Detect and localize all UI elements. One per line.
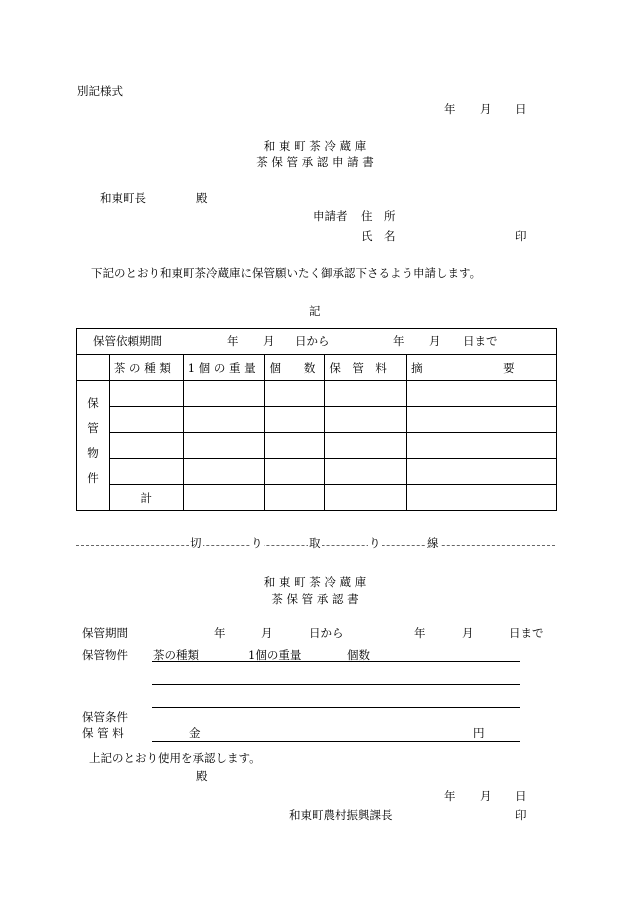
cut-char-3: 取 bbox=[309, 536, 321, 550]
header-tea-type: 茶 の 種 類 bbox=[109, 355, 183, 381]
cell[interactable] bbox=[109, 381, 183, 407]
cell[interactable] bbox=[109, 459, 183, 485]
name-label: 氏 名 bbox=[361, 229, 396, 243]
approval-weight: 1個の重量 bbox=[248, 648, 302, 662]
approval-from-day: 日から bbox=[309, 626, 344, 640]
cell[interactable] bbox=[407, 485, 557, 511]
cut-char-5: 線 bbox=[427, 536, 439, 550]
approval-honorific: 殿 bbox=[196, 769, 208, 783]
approval-title-line2: 茶 保 管 承 認 書 bbox=[271, 592, 359, 606]
cell[interactable] bbox=[183, 485, 265, 511]
cell[interactable] bbox=[183, 407, 265, 433]
approval-date-day: 日 bbox=[515, 789, 527, 803]
approval-tea-type: 茶の種類 bbox=[153, 648, 199, 662]
cell[interactable] bbox=[407, 459, 557, 485]
period-from-day: 日から bbox=[295, 334, 330, 348]
fee-underline bbox=[152, 741, 520, 742]
top-date-year: 年 bbox=[444, 102, 456, 116]
cell[interactable] bbox=[265, 485, 325, 511]
cell[interactable] bbox=[265, 433, 325, 459]
seal-mark: 印 bbox=[515, 229, 527, 243]
approval-conditions-label: 保管条件 bbox=[82, 710, 128, 724]
period-row bbox=[77, 329, 557, 355]
side-label-1: 保 bbox=[87, 395, 99, 410]
applicant-label: 申請者 bbox=[313, 209, 348, 223]
approval-from-month: 月 bbox=[261, 626, 273, 640]
side-label-3: 物 bbox=[87, 445, 99, 460]
blank-corner bbox=[77, 355, 110, 381]
approval-date-year: 年 bbox=[444, 789, 456, 803]
approval-seal: 印 bbox=[515, 808, 527, 822]
approval-fee-label: 保 管 料 bbox=[82, 726, 124, 740]
cell[interactable] bbox=[183, 381, 265, 407]
approval-money: 金 bbox=[189, 726, 201, 740]
approval-count: 個数 bbox=[347, 648, 370, 662]
cell[interactable] bbox=[407, 433, 557, 459]
approval-to-month: 月 bbox=[462, 626, 474, 640]
approval-yen: 円 bbox=[473, 726, 485, 740]
approval-issuer: 和東町農村振興課長 bbox=[289, 808, 393, 822]
title-line1: 和 東 町 茶 冷 蔵 庫 bbox=[263, 139, 367, 153]
top-date-month: 月 bbox=[480, 102, 492, 116]
items-underline-3 bbox=[152, 707, 520, 708]
ki-label: 記 bbox=[309, 304, 321, 318]
period-from-month: 月 bbox=[263, 334, 275, 348]
period-to-day: 日まで bbox=[463, 334, 498, 348]
approval-to-day: 日まで bbox=[509, 626, 544, 640]
cell[interactable] bbox=[183, 459, 265, 485]
cell[interactable] bbox=[325, 407, 407, 433]
header-count: 個 数 bbox=[265, 355, 325, 381]
cut-char-4: り bbox=[369, 536, 381, 550]
cell[interactable] bbox=[183, 433, 265, 459]
approval-title-line1: 和 東 町 茶 冷 蔵 庫 bbox=[263, 575, 367, 589]
header-remarks: 摘 要 bbox=[407, 355, 557, 381]
period-label: 保管依頼期間 bbox=[93, 334, 162, 348]
cell[interactable] bbox=[109, 407, 183, 433]
cut-char-1: 切 bbox=[190, 536, 202, 550]
approval-items-label: 保管物件 bbox=[82, 648, 128, 662]
period-to-month: 月 bbox=[429, 334, 441, 348]
side-label-2: 管 bbox=[87, 420, 99, 435]
cell[interactable] bbox=[407, 381, 557, 407]
cell[interactable] bbox=[109, 433, 183, 459]
top-date-day: 日 bbox=[515, 102, 527, 116]
approval-date-month: 月 bbox=[480, 789, 492, 803]
cell[interactable] bbox=[265, 407, 325, 433]
cut-char-2: り bbox=[251, 536, 263, 550]
approval-to-year: 年 bbox=[414, 626, 426, 640]
addressee: 和東町長 bbox=[100, 191, 146, 205]
items-underline-1 bbox=[152, 661, 520, 662]
approval-from-year: 年 bbox=[214, 626, 226, 640]
side-label-cell bbox=[77, 381, 110, 511]
total-label: 計 bbox=[109, 485, 183, 511]
cell[interactable] bbox=[407, 407, 557, 433]
period-from-year: 年 bbox=[227, 334, 239, 348]
address-label: 住 所 bbox=[361, 209, 396, 223]
cell[interactable] bbox=[325, 381, 407, 407]
header-weight: 1 個 の 重 量 bbox=[183, 355, 265, 381]
title-line2: 茶 保 管 承 認 申 請 書 bbox=[256, 155, 374, 169]
period-to-year: 年 bbox=[393, 334, 405, 348]
approval-period-label: 保管期間 bbox=[82, 626, 128, 640]
cell[interactable] bbox=[325, 433, 407, 459]
cell[interactable] bbox=[265, 459, 325, 485]
cell[interactable] bbox=[265, 381, 325, 407]
header-fee: 保 管 料 bbox=[325, 355, 407, 381]
side-label-4: 件 bbox=[87, 470, 99, 485]
honorific: 殿 bbox=[196, 191, 208, 205]
approval-text: 上記のとおり使用を承認します。 bbox=[89, 751, 261, 765]
form-label: 別記様式 bbox=[77, 84, 123, 98]
cell[interactable] bbox=[325, 485, 407, 511]
cell[interactable] bbox=[325, 459, 407, 485]
items-underline-2 bbox=[152, 684, 520, 685]
request-text: 下記のとおり和東町茶冷蔵庫に保管願いたく御承認下さるよう申請します。 bbox=[91, 266, 482, 280]
storage-request-table bbox=[76, 328, 557, 511]
